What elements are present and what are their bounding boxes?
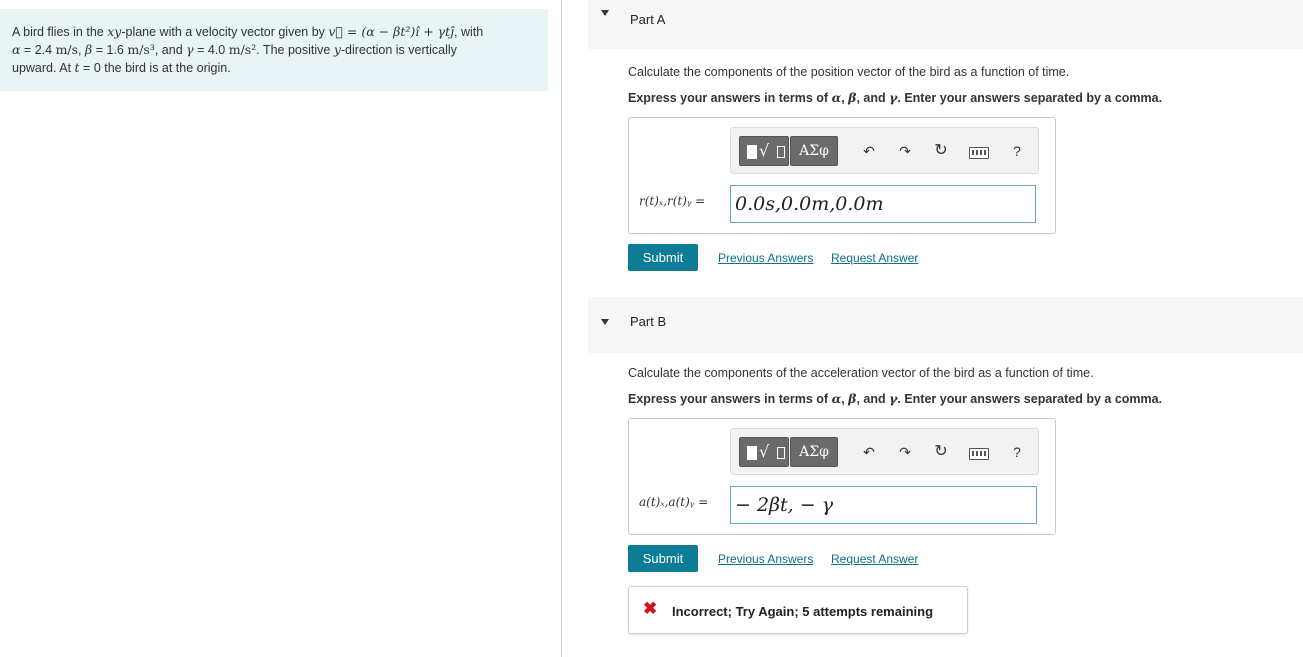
part-a-answer-panel	[628, 117, 1056, 234]
part-b-header[interactable]	[588, 297, 1303, 353]
part-b-answer-panel	[628, 418, 1056, 535]
part-a-header[interactable]	[588, 0, 1303, 49]
part-a-previous-answers-link[interactable]: Previous Answers	[718, 251, 814, 265]
redo-icon[interactable]: ↷	[899, 444, 911, 460]
equation-toolbar	[730, 428, 1039, 475]
part-a-request-answer-link[interactable]: Request Answer	[831, 251, 919, 265]
x-icon: ✖	[643, 599, 658, 618]
radical-template-icon[interactable]: √	[739, 136, 789, 166]
keyboard-icon[interactable]	[969, 147, 989, 159]
problem-line-2: α = 2.4 m/s, β = 1.6 m/s³, and γ = 4.0 m/s². The positive y-direction is vertically	[12, 42, 457, 57]
problem-line-3: upward. At t = 0 the bird is at the origin.	[12, 60, 231, 75]
part-a-submit-button[interactable]: Submit	[628, 244, 698, 271]
undo-icon[interactable]: ↶	[863, 143, 875, 159]
greek-letters-icon[interactable]: ΑΣφ	[790, 437, 838, 467]
triangle-down-icon[interactable]	[601, 319, 609, 325]
velocity-equation: v⃗ = (α − βt²)î + γtĵ	[328, 24, 455, 39]
reset-icon[interactable]: ↻	[934, 443, 948, 460]
part-b-question: Calculate the components of the acceleration vector of the bird as a function of time.	[628, 366, 1094, 380]
undo-icon[interactable]: ↶	[863, 444, 875, 460]
equation-toolbar	[730, 127, 1039, 174]
column-divider	[561, 0, 562, 657]
feedback-message	[628, 586, 968, 634]
problem-line-1: A bird flies in the xy-plane with a velocity vector given by v⃗ = (α − βt²)î + γtĵ, with	[12, 24, 484, 39]
part-b-instructions: Express your answers in terms of α, β, and γ. Enter your answers separated by a comma.	[628, 391, 1163, 406]
greek-letters-icon[interactable]: ΑΣφ	[790, 136, 838, 166]
part-b-answer-input[interactable]: − 2βt, − γ	[730, 486, 1037, 524]
reset-icon[interactable]: ↻	[934, 142, 948, 159]
help-icon[interactable]: ?	[1013, 444, 1021, 460]
part-b-answer-label: a(t)ₓ,a(t)ᵧ =	[639, 495, 709, 509]
part-a-question: Calculate the components of the position vector of the bird as a function of time.	[628, 65, 1070, 79]
triangle-down-icon[interactable]	[601, 10, 609, 16]
problem-statement	[0, 9, 548, 91]
part-b-title: Part B	[630, 314, 667, 329]
part-b-request-answer-link[interactable]: Request Answer	[831, 552, 919, 566]
radical-template-icon[interactable]: √	[739, 437, 789, 467]
part-a-answer-label: r(t)ₓ,r(t)ᵧ =	[639, 194, 706, 208]
part-a-answer-input[interactable]: 0.0s,0.0m,0.0m	[730, 185, 1036, 223]
part-b-previous-answers-link[interactable]: Previous Answers	[718, 552, 814, 566]
redo-icon[interactable]: ↷	[899, 143, 911, 159]
help-icon[interactable]: ?	[1013, 143, 1021, 159]
part-b-submit-button[interactable]: Submit	[628, 545, 698, 572]
part-a-title: Part A	[630, 12, 666, 27]
feedback-text: Incorrect; Try Again; 5 attempts remaining	[672, 604, 934, 619]
keyboard-icon[interactable]	[969, 448, 989, 460]
part-a-instructions: Express your answers in terms of α, β, and γ. Enter your answers separated by a comma.	[628, 90, 1163, 105]
